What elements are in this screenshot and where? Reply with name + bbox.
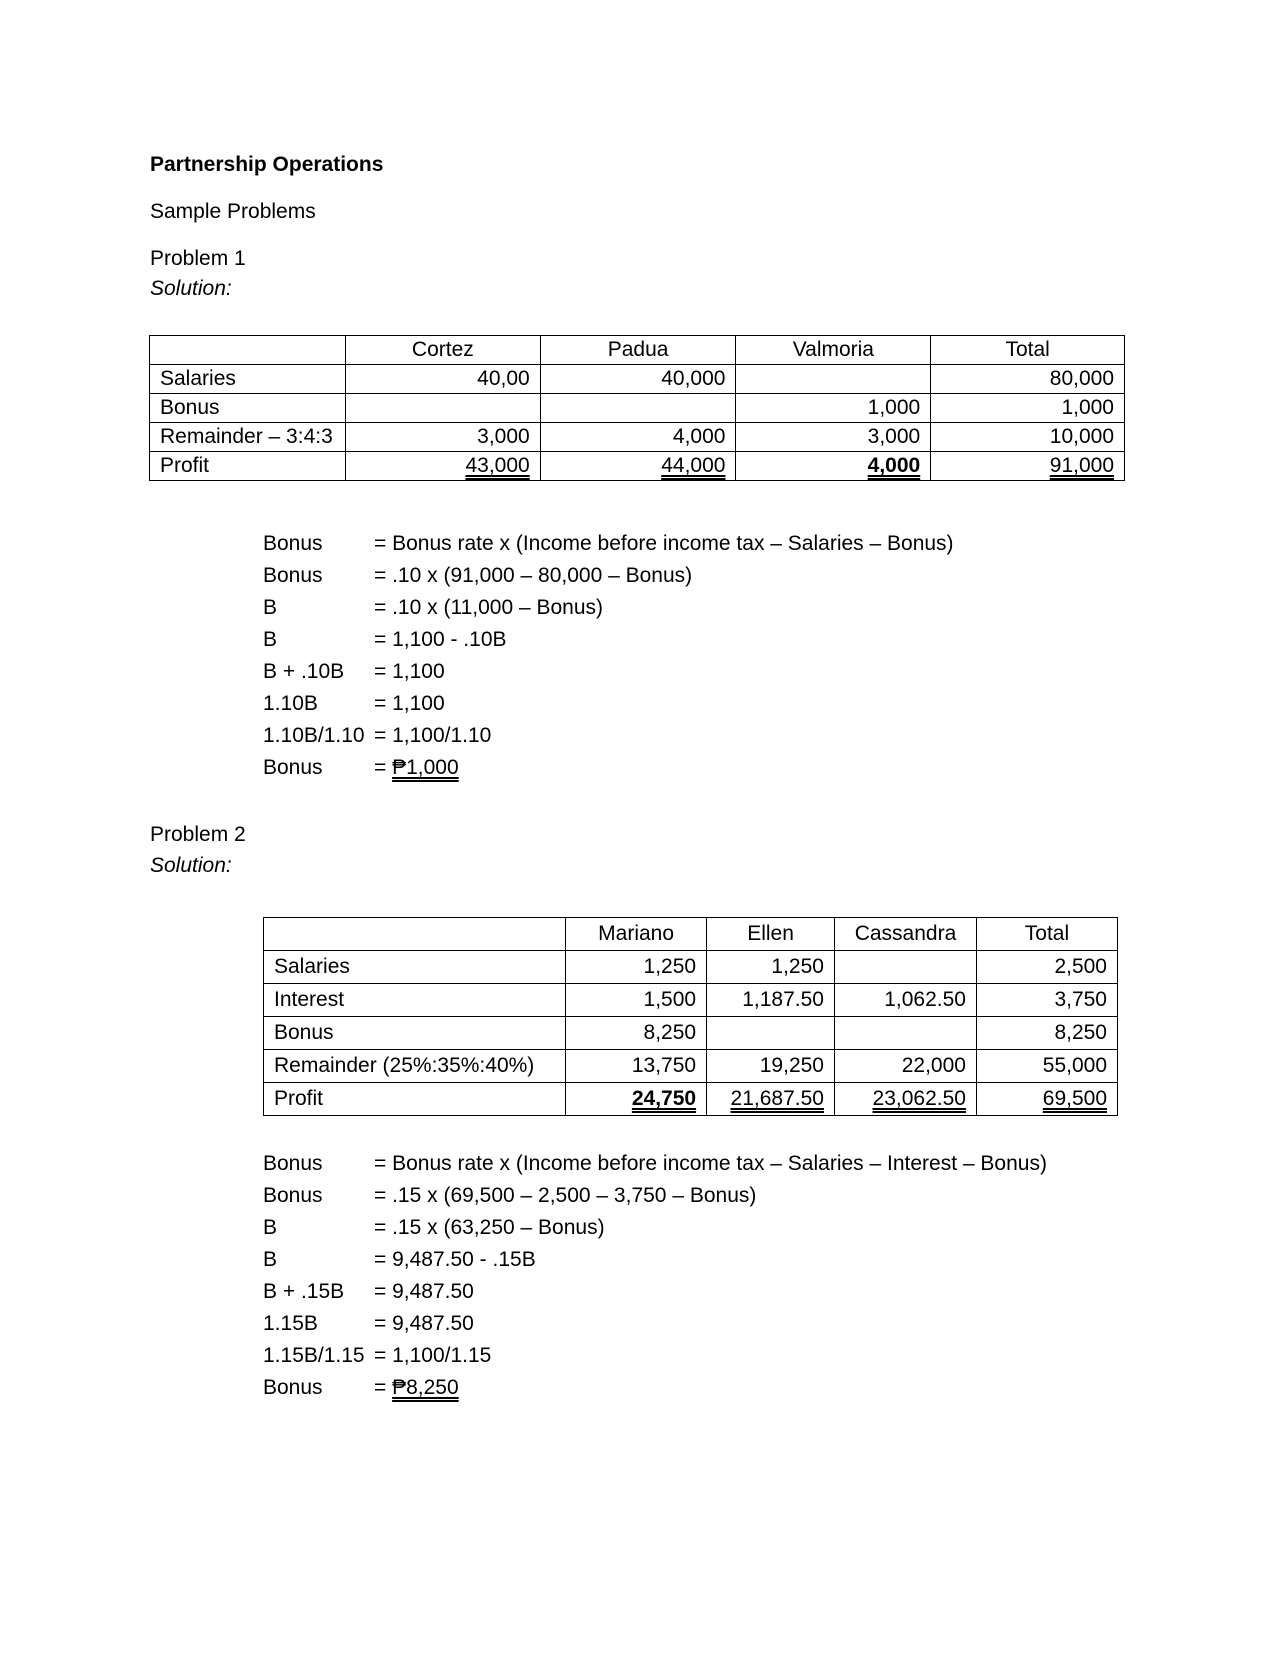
table-cell: 1,000 <box>736 394 931 423</box>
row-label: Profit <box>150 452 346 481</box>
row-label: Salaries <box>150 365 346 394</box>
profit-total: 69,500 <box>1042 1087 1107 1110</box>
row-label: Bonus <box>150 394 346 423</box>
table-header-cell: Mariano <box>566 918 707 951</box>
table-cell: 8,250 <box>566 1017 707 1050</box>
table-header-cell: Cortez <box>345 336 540 365</box>
table-cell: 55,000 <box>976 1050 1117 1083</box>
table-cell: 3,000 <box>736 423 931 452</box>
profit-total: 91,000 <box>1049 454 1114 477</box>
document-title: Partnership Operations <box>150 153 384 176</box>
document-subtitle: Sample Problems <box>150 200 316 223</box>
table-header-cell: Cassandra <box>834 918 976 951</box>
table-row <box>150 365 1125 394</box>
table-header-cell <box>150 336 346 365</box>
table-cell: 13,750 <box>566 1050 707 1083</box>
profit-cassandra: 23,062.50 <box>872 1087 966 1110</box>
table-cell: 40,00 <box>345 365 540 394</box>
problem2-heading: Problem 2 <box>150 823 246 846</box>
row-label: Salaries <box>264 951 566 984</box>
table-cell: 10,000 <box>931 423 1125 452</box>
working-line: 1.10B = 1,100 <box>263 692 445 715</box>
table-cell: 4,000 <box>540 423 736 452</box>
table-row <box>264 984 1118 1017</box>
working-line: Bonus = .10 x (91,000 – 80,000 – Bonus) <box>263 564 693 587</box>
working-line: B + .10B = 1,100 <box>263 660 445 683</box>
table-header-cell: Total <box>976 918 1117 951</box>
table-cell <box>345 394 540 423</box>
row-label: Bonus <box>264 1017 566 1050</box>
table-header-row <box>264 918 1118 951</box>
problem1-solution-label: Solution: <box>150 277 232 300</box>
working-line: 1.10B/1.10 = 1,100/1.10 <box>263 724 492 747</box>
table-header-cell <box>264 918 566 951</box>
row-label: Profit <box>264 1083 566 1116</box>
working-line: B = 9,487.50 - .15B <box>263 1248 536 1271</box>
row-label: Interest <box>264 984 566 1017</box>
table-header-cell: Padua <box>540 336 736 365</box>
problem2-workings <box>263 1148 1163 1404</box>
working-line: B + .15B = 9,487.50 <box>263 1280 474 1303</box>
profit-valmoria: 4,000 <box>867 454 921 477</box>
table-header-cell: Valmoria <box>736 336 931 365</box>
working-line: 1.15B/1.15 = 1,100/1.15 <box>263 1344 492 1367</box>
table-row <box>150 423 1125 452</box>
table-row-profit <box>150 452 1125 481</box>
table-cell: 40,000 <box>540 365 736 394</box>
table-cell: 1,250 <box>707 951 835 984</box>
table-header-cell: Ellen <box>707 918 835 951</box>
bonus-answer: ₱1,000 <box>392 756 459 779</box>
table-header-row <box>150 336 1125 365</box>
profit-mariano: 24,750 <box>631 1087 697 1110</box>
table-cell <box>834 951 976 984</box>
working-line: Bonus = .15 x (69,500 – 2,500 – 3,750 – Bonus) <box>263 1184 757 1207</box>
row-label: Remainder (25%:35%:40%) <box>264 1050 566 1083</box>
problem1-heading: Problem 1 <box>150 247 246 270</box>
problem2-table <box>263 917 1118 1116</box>
working-line: Bonus = Bonus rate x (Income before income tax – Salaries – Interest – Bonus) <box>263 1152 1047 1175</box>
table-cell: 80,000 <box>931 365 1125 394</box>
working-line: 1.15B = 9,487.50 <box>263 1312 474 1335</box>
table-cell: 2,500 <box>976 951 1117 984</box>
profit-padua: 44,000 <box>661 454 726 477</box>
table-header-cell: Total <box>931 336 1125 365</box>
table-cell: 1,250 <box>566 951 707 984</box>
table-row <box>264 951 1118 984</box>
problem1-table <box>149 335 1125 481</box>
working-line-answer: Bonus = ₱8,250 <box>263 1376 459 1399</box>
table-cell: 3,000 <box>345 423 540 452</box>
working-line-answer: Bonus = ₱1,000 <box>263 756 459 779</box>
problem2-solution-label: Solution: <box>150 854 232 877</box>
problem1-workings <box>263 528 1163 784</box>
table-row-profit <box>264 1083 1118 1116</box>
table-row <box>264 1017 1118 1050</box>
bonus-answer: ₱8,250 <box>392 1376 459 1399</box>
table-cell: 1,187.50 <box>707 984 835 1017</box>
working-line: Bonus = Bonus rate x (Income before income tax – Salaries – Bonus) <box>263 532 954 555</box>
working-line: B = 1,100 - .10B <box>263 628 507 651</box>
profit-cortez: 43,000 <box>465 454 530 477</box>
table-cell: 1,000 <box>931 394 1125 423</box>
table-row <box>264 1050 1118 1083</box>
table-cell: 8,250 <box>976 1017 1117 1050</box>
table-cell: 19,250 <box>707 1050 835 1083</box>
table-cell: 3,750 <box>976 984 1117 1017</box>
table-cell: 22,000 <box>834 1050 976 1083</box>
profit-ellen: 21,687.50 <box>730 1087 824 1110</box>
table-row <box>150 394 1125 423</box>
working-line: B = .15 x (63,250 – Bonus) <box>263 1216 605 1239</box>
table-cell <box>707 1017 835 1050</box>
table-cell <box>540 394 736 423</box>
working-line: B = .10 x (11,000 – Bonus) <box>263 596 604 619</box>
table-cell <box>834 1017 976 1050</box>
table-cell: 1,500 <box>566 984 707 1017</box>
table-cell: 1,062.50 <box>834 984 976 1017</box>
row-label: Remainder – 3:4:3 <box>150 423 346 452</box>
table-cell <box>736 365 931 394</box>
